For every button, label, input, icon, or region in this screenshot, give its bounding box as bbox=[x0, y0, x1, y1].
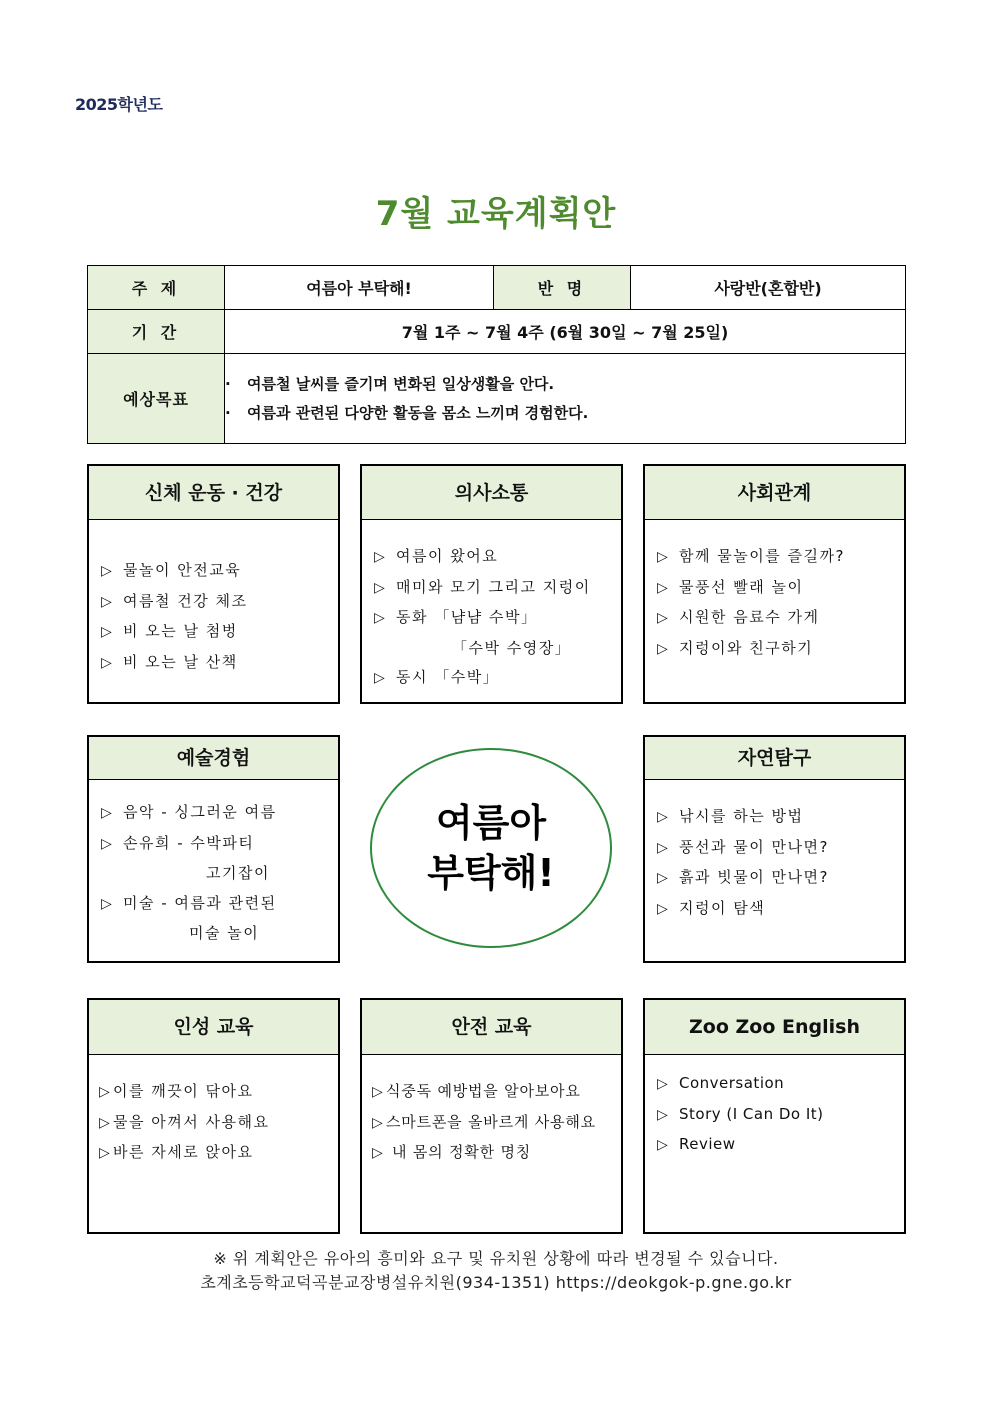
list-item: ▷ 여름철 건강 체조 bbox=[101, 587, 338, 618]
list-item: ▷ 동시 「수박」 bbox=[374, 663, 621, 694]
triangle-bullet-icon: ▷ bbox=[99, 1084, 112, 1100]
footer-contact: 초계초등학교덕곡분교장병설유치원(934-1351) https://deokgok-p.gne.go.kr bbox=[200, 1273, 792, 1292]
theme-line-1: 여름아 bbox=[435, 801, 547, 845]
list-item: ▷ 물놀이 안전교육 bbox=[101, 556, 338, 587]
list-item: 「수박 수영장」 bbox=[452, 638, 572, 657]
triangle-bullet-icon: ▷ bbox=[657, 870, 670, 886]
goal-list bbox=[225, 354, 906, 444]
period-value: 7월 1주 ~ 7월 4주 (6월 30일 ~ 7월 25일) bbox=[225, 310, 906, 354]
triangle-bullet-icon: ▷ bbox=[657, 640, 670, 657]
triangle-bullet-icon: ▷ bbox=[657, 549, 670, 565]
triangle-bullet-icon: ▷ bbox=[101, 654, 114, 671]
list-item: ▷ 매미와 모기 그리고 지렁이 bbox=[374, 573, 621, 604]
triangle-bullet-icon: ▷ bbox=[101, 563, 114, 579]
list-item: ▷ 내 몸의 정확한 명칭 bbox=[372, 1138, 621, 1169]
area-title: 자연탐구 bbox=[645, 737, 904, 780]
triangle-bullet-icon: ▷ bbox=[372, 1084, 384, 1100]
triangle-bullet-icon: ▷ bbox=[101, 895, 114, 912]
area-title: 사회관계 bbox=[645, 466, 904, 520]
triangle-bullet-icon: ▷ bbox=[374, 670, 387, 686]
list-item: ▷ 물을 아껴서 사용해요 bbox=[99, 1108, 338, 1139]
area-english bbox=[643, 998, 906, 1234]
area-social bbox=[643, 464, 906, 704]
list-item: ▷ 음악 - 싱그러운 여름 bbox=[101, 798, 338, 829]
area-nature bbox=[643, 735, 906, 963]
list-item: ▷ 바른 자세로 앉아요 bbox=[99, 1138, 338, 1169]
page-title: 7월 교육계획안 bbox=[375, 194, 617, 234]
list-item: ▷ Review bbox=[657, 1130, 904, 1161]
footer-note: ※ 위 계획안은 유아의 흥미와 요구 및 유치원 상황에 따라 변경될 수 있습니다. bbox=[213, 1249, 779, 1268]
triangle-bullet-icon: ▷ bbox=[657, 579, 670, 596]
list-item: ▷ 지렁이와 친구하기 bbox=[657, 634, 904, 665]
period-label: 기 간 bbox=[88, 310, 225, 354]
area-title: Zoo Zoo English bbox=[645, 1000, 904, 1055]
list-item: ▷ 미술 - 여름과 관련된 bbox=[101, 889, 338, 920]
list-item: ▷ 지렁이 탐색 bbox=[657, 894, 904, 925]
list-item: ▷ 이를 깨끗이 닦아요 bbox=[99, 1077, 338, 1108]
list-item: ▷ 여름이 왔어요 bbox=[374, 542, 621, 573]
triangle-bullet-icon: ▷ bbox=[657, 610, 670, 626]
list-item: 고기잡이 bbox=[206, 864, 270, 882]
triangle-bullet-icon: ▷ bbox=[657, 1106, 669, 1123]
area-art bbox=[87, 735, 340, 963]
area-title: 의사소통 bbox=[362, 466, 621, 520]
triangle-bullet-icon: ▷ bbox=[101, 805, 114, 821]
triangle-bullet-icon: ▷ bbox=[657, 809, 670, 825]
theme-value: 여름아 부탁해! bbox=[225, 266, 494, 310]
list-item: ▷ 풍선과 물이 만나면? bbox=[657, 833, 904, 864]
info-table bbox=[87, 265, 906, 444]
triangle-bullet-icon: ▷ bbox=[657, 1076, 669, 1092]
list-item: ▷ 손유희 - 수박파티 bbox=[101, 829, 338, 860]
list-item: ▷ 함께 물놀이를 즐길까? bbox=[657, 542, 904, 573]
triangle-bullet-icon: ▷ bbox=[374, 610, 387, 626]
school-year: 2025학년도 bbox=[75, 95, 163, 114]
theme-line-2: 부탁해! bbox=[427, 851, 555, 895]
area-character bbox=[87, 998, 340, 1234]
list-item: 미술 놀이 bbox=[189, 924, 260, 942]
class-value: 사랑반(혼합반) bbox=[631, 266, 906, 310]
theme-ellipse bbox=[370, 748, 612, 948]
triangle-bullet-icon: ▷ bbox=[374, 549, 387, 565]
area-safety bbox=[360, 998, 623, 1234]
triangle-bullet-icon: ▷ bbox=[99, 1114, 112, 1131]
list-item: ▷ 시원한 음료수 가게 bbox=[657, 603, 904, 634]
list-item: ▷ 흙과 빗물이 만나면? bbox=[657, 863, 904, 894]
area-title: 인성 교육 bbox=[89, 1000, 338, 1055]
triangle-bullet-icon: ▷ bbox=[657, 1137, 669, 1153]
goal-label: 예상목표 bbox=[88, 354, 225, 444]
triangle-bullet-icon: ▷ bbox=[101, 624, 114, 640]
goal-item: · 여름철 날씨를 즐기며 변화된 일상생활을 안다. bbox=[225, 370, 905, 399]
list-item: ▷ 식중독 예방법을 알아보아요 bbox=[372, 1077, 621, 1108]
list-item: ▷ Story (I Can Do It) bbox=[657, 1100, 904, 1131]
goal-item: · 여름과 관련된 다양한 활동을 몸소 느끼며 경험한다. bbox=[225, 399, 905, 428]
list-item: ▷ 낚시를 하는 방법 bbox=[657, 802, 904, 833]
list-item: ▷ Conversation bbox=[657, 1069, 904, 1100]
area-title: 안전 교육 bbox=[362, 1000, 621, 1055]
class-label: 반 명 bbox=[494, 266, 631, 310]
triangle-bullet-icon: ▷ bbox=[374, 579, 387, 596]
list-item: ▷ 동화 「냠냠 수박」 bbox=[374, 603, 621, 634]
triangle-bullet-icon: ▷ bbox=[101, 593, 114, 610]
area-title: 신체 운동 · 건강 bbox=[89, 466, 338, 520]
triangle-bullet-icon: ▷ bbox=[372, 1114, 384, 1131]
theme-label: 주 제 bbox=[88, 266, 225, 310]
area-body-health bbox=[87, 464, 340, 704]
list-item: ▷ 비 오는 날 첨벙 bbox=[101, 617, 338, 648]
triangle-bullet-icon: ▷ bbox=[372, 1145, 384, 1161]
list-item: ▷ 물풍선 빨래 놀이 bbox=[657, 573, 904, 604]
area-title: 예술경험 bbox=[89, 737, 338, 780]
triangle-bullet-icon: ▷ bbox=[101, 835, 114, 852]
list-item: ▷ 스마트폰을 올바르게 사용해요 bbox=[372, 1108, 621, 1139]
triangle-bullet-icon: ▷ bbox=[99, 1145, 112, 1161]
triangle-bullet-icon: ▷ bbox=[657, 900, 670, 917]
triangle-bullet-icon: ▷ bbox=[657, 839, 670, 856]
area-communication bbox=[360, 464, 623, 704]
list-item: ▷ 비 오는 날 산책 bbox=[101, 648, 338, 679]
